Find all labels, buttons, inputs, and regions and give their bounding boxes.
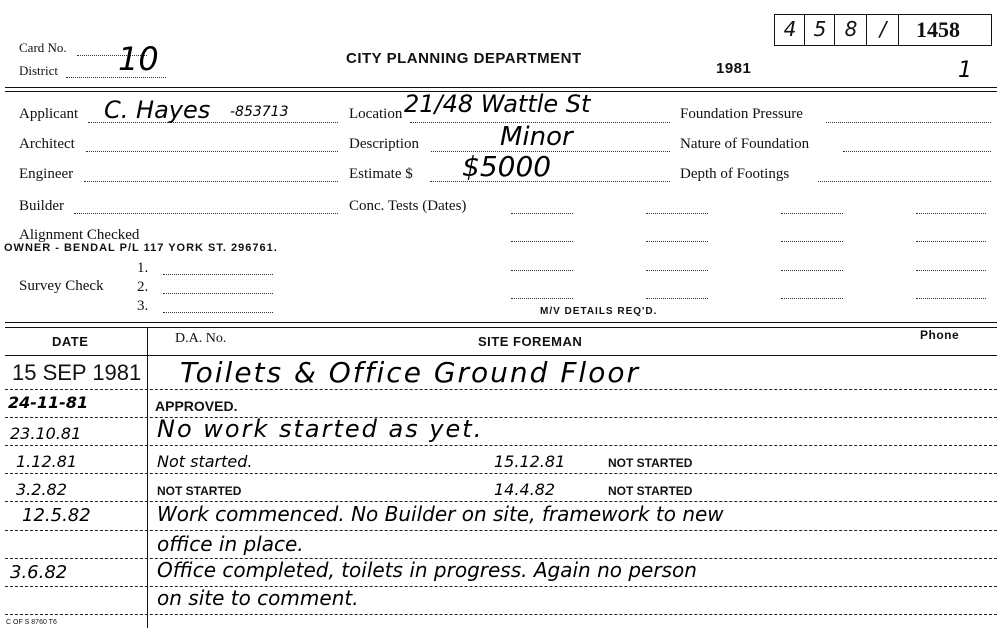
file-box-divider	[898, 14, 899, 46]
file-digit: /	[879, 17, 887, 41]
survey-2-label: 2.	[137, 279, 149, 295]
log-entry: Toilets & Office Ground Floor	[180, 356, 640, 389]
engineer-line	[84, 181, 338, 182]
nature-foundation-label: Nature of Foundation	[680, 136, 810, 152]
nature-foundation-line	[843, 151, 991, 152]
phone-header: Phone	[920, 328, 960, 342]
conc-test-line	[781, 270, 843, 271]
log-entry: Not started.	[157, 452, 253, 471]
log-date: 12.5.82	[22, 505, 91, 526]
conc-test-line	[916, 298, 986, 299]
architect-line	[86, 151, 338, 152]
log-date: 3.6.82	[10, 562, 68, 583]
mv-note: M/V DETAILS REQ'D.	[540, 306, 658, 317]
log-date-second: 15.12.81	[494, 452, 566, 471]
file-box-divider	[804, 14, 805, 46]
estimate-value: $5000	[462, 150, 552, 183]
foreman-header: SITE FOREMAN	[478, 334, 583, 349]
row-line	[5, 473, 997, 474]
log-entry: APPROVED.	[155, 398, 238, 414]
log-date: 3.2.82	[16, 480, 67, 499]
log-entry: on site to comment.	[157, 586, 359, 610]
header-rule	[5, 87, 997, 88]
conc-test-line	[781, 298, 843, 299]
survey-1-label: 1.	[137, 260, 149, 276]
log-date: 1.12.81	[16, 452, 78, 471]
row-line	[5, 586, 997, 587]
log-entry-second: NOT STARTED	[608, 484, 693, 498]
estimate-label: Estimate $	[349, 166, 413, 182]
log-entry: Office completed, toilets in progress. Again no person	[157, 558, 697, 582]
file-number: 1458	[916, 17, 960, 42]
conc-tests-label: Conc. Tests (Dates)	[349, 198, 467, 214]
survey-1-line	[163, 274, 273, 275]
conc-test-line	[646, 241, 708, 242]
log-entry: No work started as yet.	[157, 415, 484, 443]
depth-footings-line	[818, 181, 991, 182]
conc-test-line	[916, 270, 986, 271]
date-header: DATE	[52, 334, 89, 349]
applicant-phone: -853713	[230, 104, 289, 120]
location-value: 21/48 Wattle St	[404, 90, 591, 118]
row-line	[5, 445, 997, 446]
conc-test-line	[781, 213, 843, 214]
applicant-value: C. Hayes	[104, 96, 211, 124]
conc-test-line	[916, 213, 986, 214]
row-line	[5, 417, 997, 418]
conc-test-line	[646, 270, 708, 271]
conc-test-line	[781, 241, 843, 242]
conc-test-line	[646, 298, 708, 299]
alignment-label: Alignment Checked	[19, 227, 140, 243]
applicant-label: Applicant	[19, 106, 79, 122]
foundation-pressure-line	[826, 122, 991, 123]
page-title: CITY PLANNING DEPARTMENT	[346, 50, 582, 67]
survey-check-label: Survey Check	[19, 278, 104, 294]
card-no-label: Card No.	[19, 40, 67, 55]
file-digit: 8	[844, 17, 858, 41]
conc-test-line	[511, 213, 573, 214]
da-header: D.A. No.	[175, 331, 227, 346]
conc-test-line	[646, 213, 708, 214]
survey-2-line	[163, 293, 273, 294]
owner-note: OWNER - BENDAL P/L 117 YORK ST. 296761.	[4, 242, 278, 254]
log-rule	[5, 327, 997, 328]
conc-test-line	[916, 241, 986, 242]
row-line	[5, 614, 997, 615]
log-rule	[5, 322, 997, 323]
log-date: 24-11-81	[8, 393, 89, 412]
log-entry-second: NOT STARTED	[608, 456, 693, 470]
file-box-divider	[866, 14, 867, 46]
year: 1981	[716, 60, 752, 77]
location-label: Location	[349, 106, 403, 122]
description-value: Minor	[500, 122, 573, 152]
architect-label: Architect	[19, 136, 75, 152]
foundation-pressure-label: Foundation Pressure	[680, 106, 803, 122]
file-digit: 4	[783, 17, 797, 41]
engineer-label: Engineer	[19, 166, 74, 182]
row-line	[5, 389, 997, 390]
conc-test-line	[511, 270, 573, 271]
file-box-divider	[834, 14, 835, 46]
builder-label: Builder	[19, 198, 64, 214]
conc-test-line	[511, 298, 573, 299]
log-date-second: 14.4.82	[494, 480, 556, 499]
log-entry: NOT STARTED	[157, 484, 242, 498]
log-entry: Work commenced. No Builder on site, framework to new	[157, 502, 724, 526]
log-entry: office in place.	[157, 532, 304, 556]
conc-test-line	[511, 241, 573, 242]
log-date: 23.10.81	[10, 424, 82, 443]
form-code: C OF S 8760 T6	[6, 619, 57, 626]
card-no-value: 10	[118, 40, 159, 78]
survey-3-line	[163, 312, 273, 313]
log-date: 15 SEP 1981	[12, 360, 142, 385]
builder-line	[74, 213, 338, 214]
date-column-divider	[147, 328, 148, 628]
depth-footings-label: Depth of Footings	[680, 166, 790, 182]
district-label: District	[19, 63, 58, 78]
sheet-number: 1	[958, 58, 972, 83]
survey-3-label: 3.	[137, 298, 149, 314]
file-digit: 5	[813, 17, 827, 41]
row-line	[5, 530, 997, 531]
description-label: Description	[349, 136, 419, 152]
